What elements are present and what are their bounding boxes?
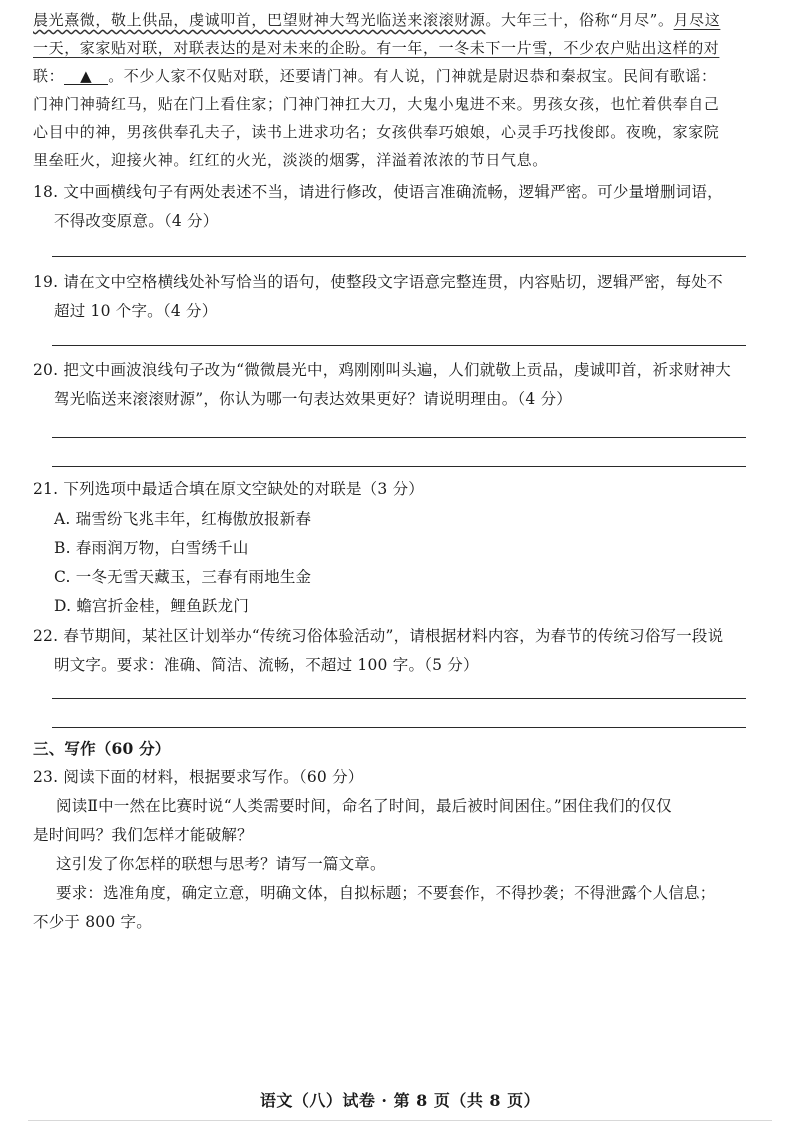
question-19-answer-line (52, 345, 746, 346)
question-20-answer-line-1 (52, 437, 746, 438)
passage-text: 。不少人家不仅贴对联，还要请门神。有人说，门神就是尉迟恭和秦叔宝。民间有歌谣： (108, 67, 717, 85)
question-18-answer-line (52, 256, 746, 257)
writing-prompt: 这引发了你怎样的联想与思考？请写一篇文章。 (56, 855, 386, 873)
wavy-underlined-sentence: 晨光熹微，敬上供品，虔诚叩首，巴望财神大驾光临送来滚滚财源 (33, 11, 486, 29)
question-20-stem: 20. 把文中画波浪线句子改为“微微晨光中，鸡刚刚叫头遍，人们就敬上贡品，虔诚叩首，祈求财神大 (33, 361, 731, 379)
writing-requirements-line-1: 要求：选准角度，确定立意，明确文体，自拟标题；不要套作，不得抄袭；不得泄露个人信息； (56, 884, 716, 902)
straight-underlined-sentence-start: 月尽这 (673, 11, 721, 29)
question-19-stem: 19. 请在文中空格横线处补写恰当的语句，使整段文字语意完整连贯，内容贴切，逻辑严密，每处不 (33, 273, 723, 291)
passage-line-4: 门神门神骑红马，贴在门上看住家；门神门神扛大刀，大鬼小鬼进不来。男孩女孩，也忙着供奉自己 (33, 95, 720, 113)
fill-in-blank-marker: ▲ (64, 68, 108, 85)
writing-section-title: 三、写作（60 分） (33, 739, 171, 758)
question-22-stem: 22. 春节期间，某社区计划举办“传统习俗体验活动”，请根据材料内容，为春节的传统习俗写一段说 (33, 627, 724, 645)
question-21-option-a: A. 瑞雪纷飞兆丰年，红梅傲放报新春 (54, 510, 312, 528)
passage-text: 联： (33, 67, 65, 85)
question-22-answer-line-2 (52, 727, 746, 728)
question-22-answer-line-1 (52, 698, 746, 699)
question-21-stem: 21. 下列选项中最适合填在原文空缺处的对联是（3 分） (33, 480, 424, 498)
question-22-stem-cont: 明文字。要求：准确、简洁、流畅，不超过 100 字。（5 分） (54, 656, 479, 674)
question-20-stem-cont: 驾光临送来滚滚财源”，你认为哪一句表达效果更好？请说明理由。（4 分） (54, 390, 572, 408)
question-21-option-d: D. 蟾宫折金桂，鲤鱼跃龙门 (54, 597, 250, 615)
straight-underlined-sentence: 一天，家家贴对联，对联表达的是对未来的企盼。有一年，一冬未下一片雪，不少农户贴出这样的对 (33, 39, 720, 57)
question-20-answer-line-2 (52, 466, 746, 467)
passage-line-1 (33, 9, 720, 31)
passage-line-5: 心目中的神，男孩供奉孔夫子，读书上进求功名；女孩供奉巧娘娘，心灵手巧找俊郎。夜晚，家家院 (33, 123, 720, 141)
writing-material-line-1: 阅读Ⅱ中一然在比赛时说“人类需要时间，命名了时间，最后被时间困住。”困住我们的仅仅 (56, 797, 672, 815)
passage-line-6: 里垒旺火，迎接火神。红红的火光，淡淡的烟雾，洋溢着浓浓的节日气息。 (33, 151, 548, 169)
passage-line-2 (33, 37, 719, 59)
question-21-option-c: C. 一冬无雪天藏玉，三春有雨地生金 (54, 568, 312, 586)
writing-requirements-line-2: 不少于 800 字。 (33, 913, 152, 931)
question-21-option-b: B. 春雨润万物，白雪绣千山 (54, 539, 249, 557)
question-18-stem-cont: 不得改变原意。（4 分） (54, 212, 219, 230)
bottom-divider (28, 1120, 772, 1121)
writing-material-line-2: 是时间吗？我们怎样才能破解？ (33, 826, 253, 844)
passage-text: 。大年三十，俗称“月尽”。 (485, 11, 674, 29)
passage-line-3 (33, 65, 717, 87)
question-19-stem-cont: 超过 10 个字。（4 分） (54, 302, 218, 320)
page-footer: 语文（八）试卷 · 第 8 页（共 8 页） (259, 1091, 541, 1110)
question-23-stem: 23. 阅读下面的材料，根据要求写作。（60 分） (33, 768, 364, 786)
question-18-stem: 18. 文中画横线句子有两处表述不当，请进行修改，使语言准确流畅，逻辑严密。可少量增删词语， (33, 183, 723, 201)
